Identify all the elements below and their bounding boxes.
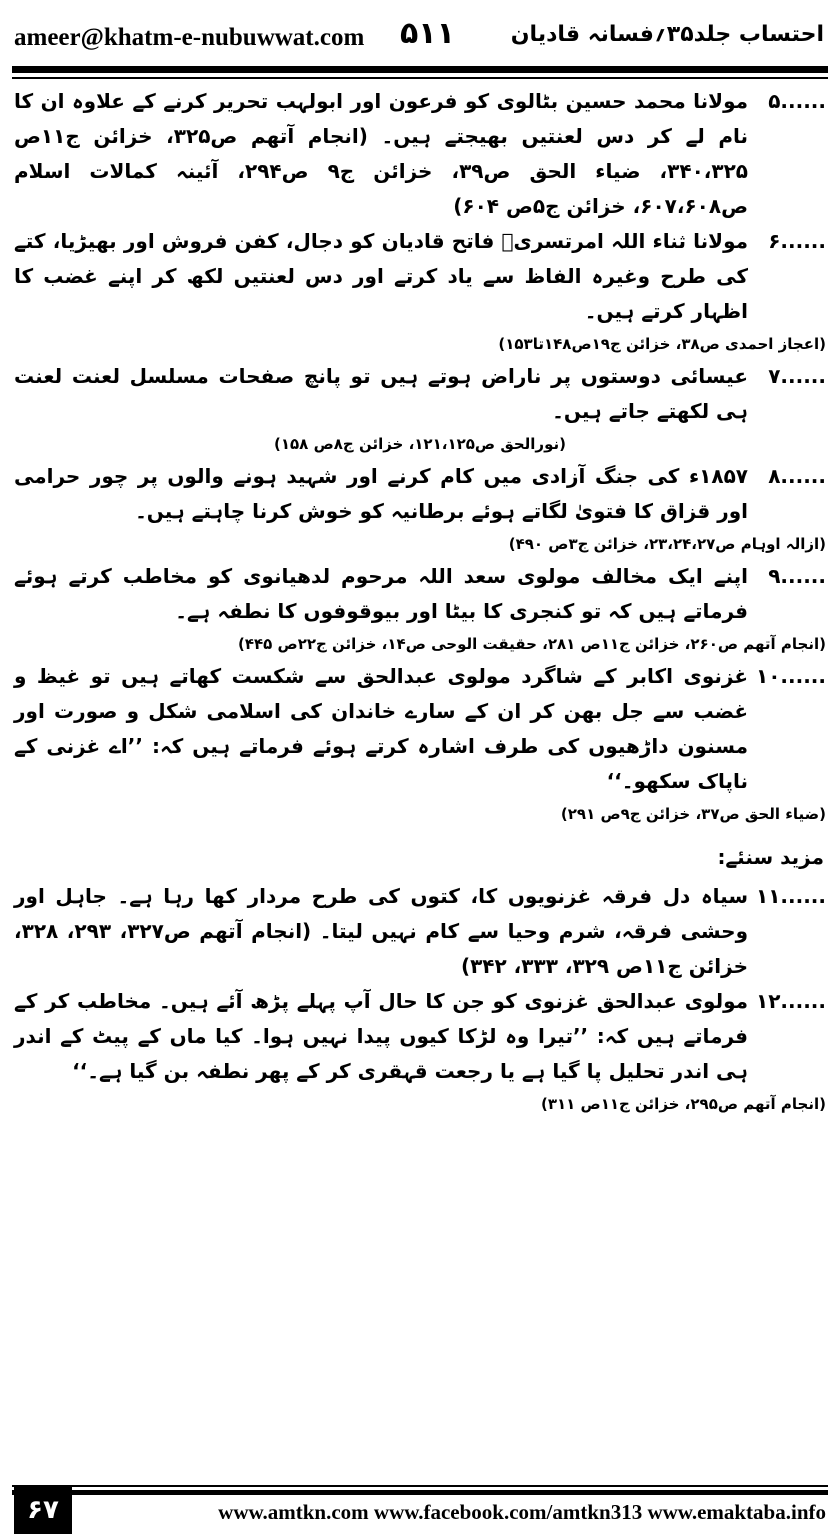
item-number: ......۶ — [768, 229, 826, 253]
footer-rule-thin — [12, 1485, 828, 1487]
item-text: مولانا ثناء اللہ امرتسریؒ فاتح قادیان کو دجال، کفن فروش اور بھیڑیا، کتے کی طرح وغیرہ الفاظ سے یاد کرتے اور دس لعنتیں لکھ کر اپنے غضب کا اظہار کرتے ہیں۔ — [14, 229, 748, 323]
item-text: عیسائی دوستوں پر ناراض ہوتے ہیں تو پانچ صفحات مسلسل لعنت لعنت ہی لکھتے جاتے ہیں۔ — [14, 364, 748, 423]
list-item — [14, 359, 826, 429]
list-item — [14, 559, 826, 629]
footer-links: www.amtkn.com www.facebook.com/amtkn313 www.emaktaba.info — [218, 1500, 826, 1524]
list-item — [14, 659, 826, 799]
item-reference: (اعجاز احمدی ص۳۸، خزائن ج۱۹ص۱۴۸تا۱۵۳) — [498, 335, 826, 353]
item-number: ......۱۰ — [755, 664, 826, 688]
item-text: غزنوی اکابر کے شاگرد مولوی عبدالحق سے شکست کھاتے ہیں تو غیظ و غضب سے جل بھن کر ان کے سارے خاندان کی اسلامی شکل و صورت اور مسنون داڑھیوں کی طرف اشارہ کرتے ہوئے فرماتے ہیں کہ: ’’اے غزنی کے ناپاک سکھو۔‘‘ — [14, 664, 748, 793]
item-reference: (انجام آتھم ص۲۶۰، خزائن ج۱۱ص ۲۸۱، حقیقت الوحی ص۱۴، خزائن ج۲۲ص ۴۴۵) — [237, 635, 826, 653]
page-body — [14, 84, 826, 1444]
item-number: ......۵ — [768, 89, 826, 113]
footer-page-number: ۶۷ — [14, 1486, 72, 1534]
header-page-number: ۵۱۱ — [400, 16, 455, 51]
item-text: ۱۸۵۷ء کی جنگ آزادی میں کام کرنے اور شہید ہونے والوں پر چور حرامی اور قزاق کا فتویٰ لگاتے ہوئے برطانیہ کو خوش کرنا چاہتے ہیں۔ — [14, 464, 748, 523]
header-email: ameer@khatm-e-nubuwwat.com — [14, 24, 365, 51]
item-number: ......۸ — [768, 464, 826, 488]
item-reference: (ازالہ اوہام ص۲۳،۲۴،۲۷، خزائن ج۳ص ۴۹۰) — [508, 535, 826, 553]
item-text: مولوی عبدالحق غزنوی کو جن کا حال آپ پہلے پڑھ آئے ہیں۔ مخاطب کر کے فرماتے ہیں کہ: ’’تیرا وہ لڑکا کیوں پیدا نہیں ہوا۔ کیا ماں کے پیٹ کے اندر ہی اندر تحلیل پا گیا ہے یا رجعت قہقری کر کے پھر نطفہ بن گیا ہے۔‘‘ — [14, 989, 748, 1083]
item-text: مولانا محمد حسین بٹالوی کو فرعون اور ابولہب تحریر کرنے کے علاوہ ان کا نام لے کر دس لعنتیں بھیجتے ہیں۔ (انجام آتھم ص۳۲۵، خزائن ج۱۱ص ۳۴۰،۳۲۵، ضیاء الحق ص۳۹، خزائن ج۹ ص۲۹۴، آئینہ کمالات اسلام ص۶۰۷،۶۰۸، خزائن ج۵ص ۶۰۴) — [14, 89, 749, 218]
header-book-title: احتساب جلد۳۵؍فسانہ قادیان — [510, 22, 824, 47]
item-text: سیاہ دل فرقہ غزنویوں کا، کتوں کی طرح مردار کھا رہا ہے۔ جاہل اور وحشی فرقہ، شرم وحیا سے کام نہیں لیتا۔ (انجام آتھم ص۳۲۷، ۲۹۳، ۳۲۸، خزائن ج۱۱ص ۳۲۹، ۳۳۳، ۳۴۲) — [14, 884, 749, 978]
item-number: ......۱۲ — [755, 989, 826, 1013]
item-reference: (انجام آتھم ص۲۹۵، خزائن ج۱۱ص ۳۱۱) — [540, 1095, 826, 1113]
list-item — [14, 984, 826, 1089]
header-rule-thin — [12, 77, 828, 79]
list-item — [14, 459, 826, 529]
header-rule-thick — [12, 66, 828, 73]
list-item — [14, 879, 826, 984]
list-item — [14, 224, 826, 329]
item-text: اپنے ایک مخالف مولوی سعد اللہ مرحوم لدھیانوی کو مخاطب کرتے ہوئے فرماتے ہیں کہ تو کنجری کا بیٹا اور بیوقوفوں کا نطفہ ہے۔ — [14, 564, 748, 623]
item-number: ......۹ — [768, 564, 826, 588]
item-number: ......۱۱ — [755, 884, 826, 908]
item-reference: (نورالحق ص۱۲۱،۱۲۵، خزائن ج۸ص ۱۵۸) — [274, 435, 566, 453]
footer-rule-thick — [12, 1490, 828, 1495]
item-number: ......۷ — [768, 364, 826, 388]
subheading: مزید سنئے: — [717, 845, 824, 869]
item-reference: (ضیاء الحق ص۳۷، خزائن ج۹ص ۲۹۱) — [560, 805, 826, 823]
page-header — [0, 0, 840, 68]
list-item — [14, 84, 826, 224]
